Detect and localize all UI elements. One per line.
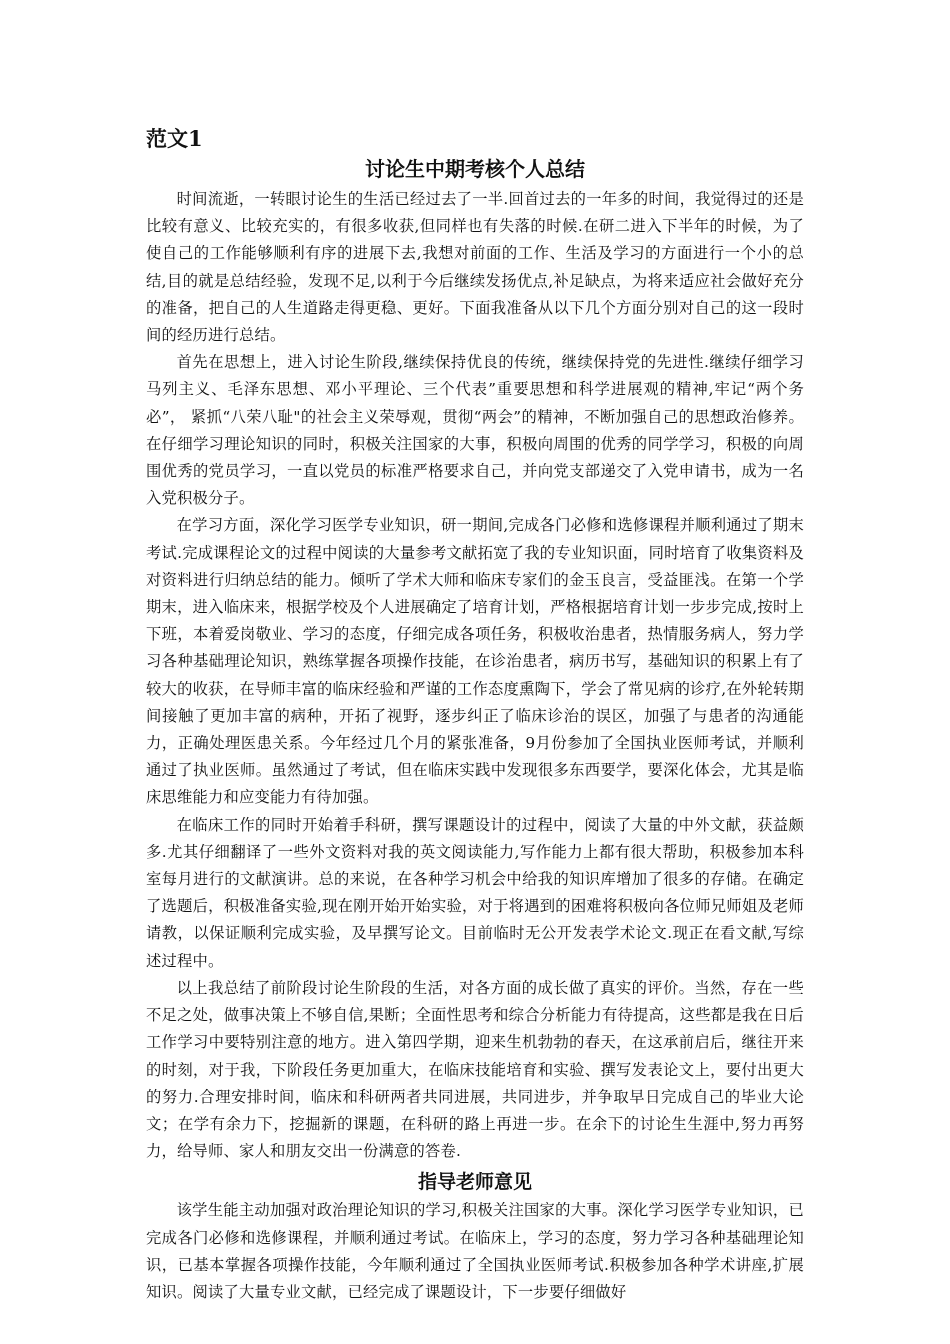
- advisor-opinion-title: 指导老师意见: [417, 1171, 532, 1194]
- body-paragraph: 在学习方面，深化学习医学专业知识，研一期间,完成各门必修和选修课程并顺利通过了期末考试.完成课程论文的过程中阅读的大量参考文献拓宽了我的专业知识面，同时培育了收集资料及对资料进行归纳总结的能力。倾听了学术大师和临床专家们的金玉良言，受益匪浅。在第一个学期末，进入临床来，根据学校及个人进展确定了培育计划，严格根据培育计划一步步完成,按时上下班，本着爱岗敬业、学习的态度，仔细完成各项任务，积极收治患者，热情服务病人，努力学习各种基础理论知识，熟练掌握各项操作技能，在诊治患者，病历书写，基础知识的积累上有了较大的收获，在导师丰富的临床经验和严谨的工作态度熏陶下，学会了常见病的诊疗,在外轮转期间接触了更加丰富的病种，开拓了视野，逐步纠正了临床诊治的误区，加强了与患者的沟通能力，正确处理医患关系。今年经过几个月的紧张准备，9月份参加了全国执业医师考试，并顺利通过了执业医师。虽然通过了考试，但在临床实践中发现很多东西要学，要深化体会，尤其是临床思维能力和应变能力有待加强。: [146, 516, 804, 807]
- section-label: 范文1: [146, 126, 203, 151]
- body-paragraph: 首先在思想上，进入讨论生阶段,继续保持优良的传统，继续保持党的先进性.继续仔细学习马列主义、毛泽东思想、邓小平理论、三个代表”重要思想和科学进展观的精神,牢记“两个务必”， 紧抓“八荣八耻"的社会主义荣辱观，贯彻“两会”的精神，不断加强自己的思想政治修养。在仔细学习理论知识的同时，积极关注国家的大事，积极向周围的优秀的同学学习，积极的向周围优秀的党员学习，一直以党员的标准严格要求自己，并向党支部递交了入党申请书，成为一名入党积极分子。: [146, 353, 804, 508]
- body-paragraph: 在临床工作的同时开始着手科研，撰写课题设计的过程中，阅读了大量的中外文献，获益颇多.尤其仔细翻译了一些外文资料对我的英文阅读能力,写作能力上都有很大帮助，积极参加本科室每月进行的文献演讲。总的来说，在各种学习机会中给我的知识库增加了很多的存储。在确定了选题后，积极准备实验,现在刚开始开始实验，对于将遇到的困难将积极向各位师兄师姐及老师请教，以保证顺利完成实验，及早撰写论文。目前临时无公开发表学术论文.现正在看文献,写综述过程中。: [146, 815, 804, 970]
- advisor-opinion-paragraph: 该学生能主动加强对政治理论知识的学习,积极关注国家的大事。深化学习医学专业知识，已完成各门必修和选修课程，并顺利通过考试。在临床上，学习的态度，努力学习各种基础理论知识，已基本掌握各项操作技能，今年顺利通过了全国执业医师考试.积极参加各种学术讲座,扩展知识。阅读了大量专业文献，已经完成了课题设计，下一步要仔细做好: [146, 1201, 804, 1301]
- document-title: 讨论生中期考核个人总结: [365, 157, 585, 181]
- body-paragraph: 时间流逝，一转眼讨论生的生活已经过去了一半.回首过去的一年多的时间，我觉得过的还是比较有意义、比较充实的，有很多收获,但同样也有失落的时候.在研二进入下半年的时候，为了使自己的工作能够顺利有序的进展下去,我想对前面的工作、生活及学习的方面进行一个小的总结,目的就是总结经验，发现不足,以利于今后继续发扬优点,补足缺点，为将来适应社会做好充分的准备，把自己的人生道路走得更稳、更好。下面我准备从以下几个方面分别对自己的这一段时间的经历进行总结。: [146, 190, 804, 345]
- body-paragraph: 以上我总结了前阶段讨论生阶段的生活，对各方面的成长做了真实的评价。当然，存在一些不足之处，做事决策上不够自信,果断；全面性思考和综合分析能力有待提高，这些都是我在日后工作学习中要特别注意的地方。进入第四学期，迎来生机勃勃的春天，在这承前启后，继往开来的时刻，对于我，下阶段任务更加重大，在临床技能培育和实验、撰写发表论文上，要付出更大的努力.合理安排时间，临床和科研两者共同进展，共同进步，并争取早日完成自己的毕业大论文；在学有余力下，挖掘新的课题，在科研的路上再进一步。在余下的讨论生生涯中,努力再努力，给导师、家人和朋友交出一份满意的答卷.: [146, 978, 804, 1161]
- document-page: [146, 124, 804, 1306]
